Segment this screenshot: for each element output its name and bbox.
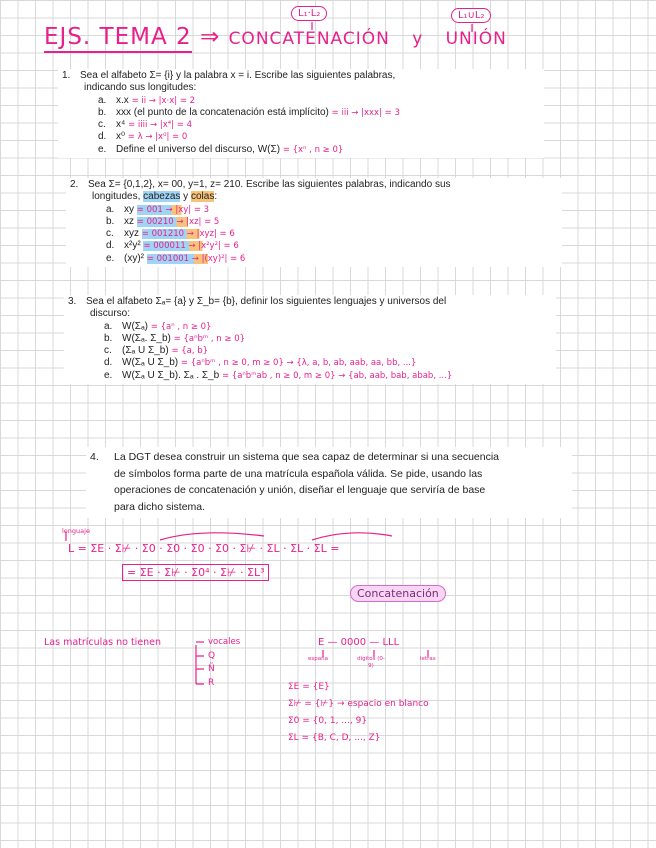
- q3-item-answer: = {aⁿbᵐ , n ≥ 0}: [173, 333, 246, 344]
- bubble-concat: L₁·L₂: [291, 6, 327, 21]
- q1-item-answer: = iiii → |x⁴| = 4: [128, 120, 192, 131]
- cabezas-highlight: cabezas: [143, 191, 181, 203]
- language-equation-1: L = ΣE · Σ⊬ · Σ0 · Σ0 · Σ0 · Σ0 · Σ⊬ · ΣL · ΣL · ΣL =: [68, 542, 340, 555]
- q1-item-letter: a.: [98, 94, 107, 106]
- q3-item-text: (Σₐ U Σ_b): [122, 345, 169, 357]
- boxed-result: = ΣE · Σ⊬ · Σ0⁴ · Σ⊬ · ΣL³: [122, 564, 269, 581]
- def-sigma-digits: Σ0 = {0, 1, ..., 9}: [288, 716, 368, 726]
- q4-line1: La DGT desea construir un sistema que sea capaz de determinar si una secuencia: [114, 451, 500, 463]
- label-digitos: dígitos (0-9): [357, 656, 385, 669]
- q2-number: 2.: [70, 179, 79, 190]
- title-y: y: [412, 29, 424, 49]
- no-item-r: R: [208, 678, 215, 688]
- q2-item-answer: = 001001 → |(xy)²| = 6: [146, 253, 246, 264]
- q4-number: 4.: [90, 451, 99, 463]
- q3-item-letter: e.: [104, 369, 113, 381]
- no-item-n: Ñ: [208, 664, 215, 674]
- q2-item-text: xz: [124, 215, 134, 227]
- no-branches: [196, 645, 204, 684]
- title-union: UNIÓN: [445, 29, 507, 49]
- q2-item-letter: c.: [106, 228, 114, 240]
- no-item-vocales: vocales: [208, 637, 241, 647]
- q1-item-text: x.x: [116, 94, 129, 106]
- q3-item-letter: a.: [104, 320, 113, 332]
- q1-item-answer: = ii → |x·x| = 2: [131, 95, 196, 106]
- q1-item-letter: e.: [98, 143, 107, 155]
- q3-item-answer: = {aⁿbᵐab , n ≥ 0, m ≥ 0} → {ab, aab, bab, abab, ...}: [221, 370, 453, 381]
- no-item-q: Q: [208, 651, 216, 661]
- q1-number: 1.: [62, 70, 71, 81]
- def-sigma-e: ΣE = {E}: [288, 682, 330, 692]
- q3-line1: Sea el alfabeto Σₐ= {a} y Σ_b= {b}, definir los siguientes lenguajes y universos del: [86, 296, 447, 307]
- label-espana: españa: [308, 656, 328, 662]
- def-sigma-space: Σ⊬ = {⊬} → espacio en blanco: [288, 699, 429, 709]
- q1-item-text: x⁴: [116, 119, 126, 131]
- title-arrow: ⇒: [199, 24, 221, 50]
- q2-item-text: (xy)²: [124, 252, 144, 264]
- q3-item-answer: = {aⁿ , n ≥ 0}: [150, 321, 212, 332]
- brace-2: [312, 533, 392, 540]
- q2-line1: Sea Σ= {0,1,2}, x= 00, y=1, z= 210. Escribe las siguientes palabras, indicando sus: [88, 179, 451, 190]
- q2-item-answer: = 001 → |xy| = 3: [136, 204, 210, 215]
- q3-item-text: W(Σₐ. Σ_b): [122, 332, 171, 344]
- matriculas-note: Las matrículas no tienen: [44, 637, 162, 648]
- q1-item-letter: d.: [98, 131, 107, 143]
- q1-line1: Sea el alfabeto Σ= {i} y la palabra x = i. Escribe las siguientes palabras,: [80, 70, 396, 81]
- q3-item-text: W(Σₐ U Σ_b): [122, 357, 179, 369]
- title-left: EJS. TEMA 2: [44, 24, 192, 53]
- q1-item-text: x⁰: [116, 131, 126, 143]
- lenguaje-note: lenguaje: [62, 527, 90, 535]
- q1-item-text: Define el universo del discurso, W(Σ): [116, 143, 281, 155]
- def-sigma-letters: ΣL = {B, C, D, ..., Z}: [288, 733, 381, 743]
- q3-item-letter: b.: [104, 332, 113, 344]
- q3-item-letter: c.: [104, 345, 112, 357]
- q3-item-text: W(Σₐ U Σ_b). Σₐ . Σ_b: [122, 369, 220, 381]
- q2-colon: :: [214, 191, 218, 203]
- q1-line2: indicando sus longitudes:: [84, 82, 197, 94]
- q2-item-text: xy: [124, 203, 134, 215]
- bubble-union: L₁∪L₂: [451, 8, 491, 23]
- q2-item-answer: = 00210 → |xz| = 5: [136, 216, 220, 227]
- q1-item-answer: = iii → |xxx| = 3: [331, 107, 400, 118]
- q3-item-text: W(Σₐ): [122, 320, 149, 332]
- q3-line2: discurso:: [90, 308, 131, 320]
- q4-line2: de símbolos forma parte de una matrícula española válida. Se pide, usando las: [114, 467, 483, 480]
- q2-item-text: xyz: [124, 228, 139, 240]
- plate-pattern: E — 0000 — LLL: [318, 637, 400, 648]
- q2-item-answer: = 000011 → |x²y²| = 6: [143, 241, 239, 252]
- pattern-arrows: [323, 650, 428, 657]
- q1-item-letter: c.: [98, 119, 106, 131]
- brace-1: [160, 533, 264, 540]
- q2-item-answer: = 001210 → |xyz| = 6: [141, 229, 235, 240]
- colas-highlight: colas: [190, 191, 215, 203]
- q1-item-answer: = λ → |x⁰| = 0: [127, 132, 188, 143]
- q2-line2-text: longitudes,: [92, 191, 144, 203]
- concatenacion-bubble: Concatenación: [350, 585, 446, 602]
- q3-item-answer: = {a, b}: [171, 346, 209, 357]
- q4-line4: para dicho sistema.: [114, 500, 206, 513]
- q2-item-letter: e.: [106, 252, 115, 264]
- q2-item-letter: a.: [106, 203, 115, 215]
- label-letras: letras: [420, 656, 436, 662]
- q2-y: y: [180, 191, 191, 203]
- q3-item-letter: d.: [104, 357, 113, 369]
- q2-item-letter: b.: [106, 215, 115, 227]
- q3-number: 3.: [68, 296, 77, 307]
- q2-item-letter: d.: [106, 240, 115, 252]
- q1-item-answer: = {xⁿ , n ≥ 0}: [282, 144, 344, 155]
- q3-item-answer: = {aⁿbᵐ , n ≥ 0, m ≥ 0} → {λ, a, b, ab, aab, aa, bb, ...}: [180, 358, 417, 369]
- q1-item-letter: b.: [98, 106, 107, 118]
- q1-item-text: xxx (el punto de la concatenación está implícito): [116, 106, 329, 118]
- title-concat: CONCATENACIÓN: [228, 29, 390, 49]
- q2-item-text: x²y²: [124, 240, 141, 252]
- q4-line3: operaciones de concatenación y unión, diseñar el lenguaje que serviría de base: [114, 484, 486, 496]
